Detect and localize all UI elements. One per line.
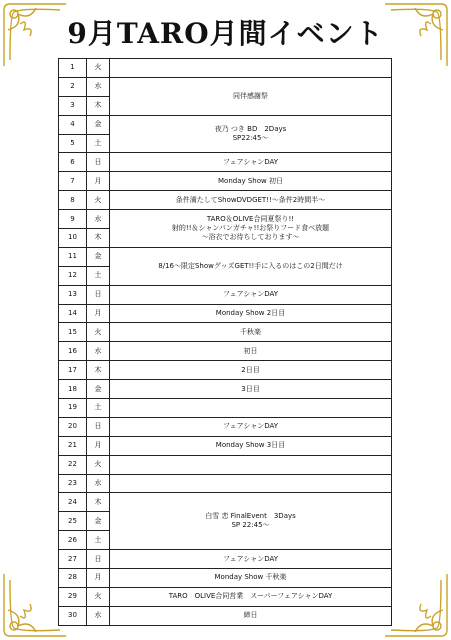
day-number: 26 [59, 531, 87, 550]
calendar-row [59, 59, 392, 78]
weekday: 木 [87, 361, 110, 380]
event-cell: フェアシャンDAY [110, 417, 392, 436]
calendar-row [59, 153, 392, 172]
day-number: 11 [59, 247, 87, 266]
day-number: 29 [59, 587, 87, 606]
calendar-row [59, 399, 392, 418]
weekday: 日 [87, 285, 110, 304]
calendar-row [59, 380, 392, 399]
event-cell: 3日目 [110, 380, 392, 399]
weekday: 月 [87, 304, 110, 323]
calendar-row [59, 569, 392, 588]
calendar-row [59, 493, 392, 512]
calendar-row [59, 323, 392, 342]
day-number: 21 [59, 436, 87, 455]
weekday: 木 [87, 96, 110, 115]
day-number: 23 [59, 474, 87, 493]
weekday: 木 [87, 493, 110, 512]
weekday: 月 [87, 569, 110, 588]
day-number: 5 [59, 134, 87, 153]
weekday: 日 [87, 153, 110, 172]
weekday: 金 [87, 115, 110, 134]
weekday: 月 [87, 436, 110, 455]
weekday: 火 [87, 59, 110, 78]
calendar-row [59, 247, 392, 266]
weekday: 火 [87, 323, 110, 342]
weekday: 木 [87, 229, 110, 248]
weekday: 土 [87, 399, 110, 418]
event-cell: 白雪 恋 FinalEvent 3Days SP 22:45〜 [110, 493, 392, 550]
event-cell: フェアシャンDAY [110, 285, 392, 304]
calendar-row [59, 115, 392, 134]
weekday: 水 [87, 474, 110, 493]
event-cell: 8/16〜限定ShowグッズGET!!手に入るのはこの2日間だけ [110, 247, 392, 285]
weekday: 火 [87, 455, 110, 474]
event-cell: 締日 [110, 606, 392, 625]
day-number: 18 [59, 380, 87, 399]
weekday: 金 [87, 380, 110, 399]
weekday: 水 [87, 77, 110, 96]
event-cell: 2日目 [110, 361, 392, 380]
day-number: 1 [59, 59, 87, 78]
calendar-row [59, 587, 392, 606]
calendar-row [59, 172, 392, 191]
day-number: 10 [59, 229, 87, 248]
day-number: 12 [59, 266, 87, 285]
day-number: 8 [59, 191, 87, 210]
weekday: 土 [87, 134, 110, 153]
calendar-row [59, 304, 392, 323]
page-title: 9月TARO月間イベント [67, 17, 384, 50]
event-cell [110, 59, 392, 78]
calendar-row [59, 342, 392, 361]
calendar-row [59, 191, 392, 210]
weekday: 水 [87, 210, 110, 229]
calendar-row [59, 417, 392, 436]
day-number: 3 [59, 96, 87, 115]
weekday: 土 [87, 266, 110, 285]
day-number: 20 [59, 417, 87, 436]
weekday: 月 [87, 172, 110, 191]
day-number: 30 [59, 606, 87, 625]
event-cell: 夜乃 つき BD 2Days SP22:45〜 [110, 115, 392, 153]
day-number: 4 [59, 115, 87, 134]
weekday: 土 [87, 531, 110, 550]
weekday: 水 [87, 606, 110, 625]
calendar-row [59, 361, 392, 380]
event-cell [110, 399, 392, 418]
event-cell: Monday Show 初日 [110, 172, 392, 191]
day-number: 28 [59, 569, 87, 588]
day-number: 25 [59, 512, 87, 531]
calendar-row [59, 550, 392, 569]
day-number: 27 [59, 550, 87, 569]
day-number: 6 [59, 153, 87, 172]
calendar-row [59, 606, 392, 625]
weekday: 火 [87, 191, 110, 210]
event-cell: Monday Show 千秋楽 [110, 569, 392, 588]
calendar-row [59, 436, 392, 455]
weekday: 日 [87, 417, 110, 436]
day-number: 2 [59, 77, 87, 96]
day-number: 9 [59, 210, 87, 229]
event-cell: フェアシャンDAY [110, 153, 392, 172]
weekday: 金 [87, 247, 110, 266]
day-number: 22 [59, 455, 87, 474]
event-cell: TARO＆OLIVE合同夏祭り!! 射的!!＆シャンパンガチャ!!お祭りフード食べ放題 〜浴衣でお待ちしております〜 [110, 210, 392, 248]
day-number: 14 [59, 304, 87, 323]
event-cell: フェアシャンDAY [110, 550, 392, 569]
day-number: 13 [59, 285, 87, 304]
event-cell: TARO OLIVE合同営業 スーパーフェアシャンDAY [110, 587, 392, 606]
calendar-row [59, 474, 392, 493]
event-cell [110, 455, 392, 474]
weekday: 火 [87, 587, 110, 606]
weekday: 金 [87, 512, 110, 531]
calendar-row [59, 77, 392, 96]
day-number: 7 [59, 172, 87, 191]
event-cell: Monday Show 2日目 [110, 304, 392, 323]
event-cell: 条件満たしてShowDVDGET!!〜条件2時間半〜 [110, 191, 392, 210]
calendar-row [59, 285, 392, 304]
calendar-body [59, 59, 392, 626]
event-cell: 千秋楽 [110, 323, 392, 342]
day-number: 16 [59, 342, 87, 361]
calendar-row [59, 210, 392, 229]
calendar-row [59, 455, 392, 474]
weekday: 水 [87, 342, 110, 361]
event-calendar-table [58, 58, 392, 626]
day-number: 17 [59, 361, 87, 380]
day-number: 15 [59, 323, 87, 342]
event-cell: Monday Show 3日目 [110, 436, 392, 455]
day-number: 24 [59, 493, 87, 512]
event-cell: 初日 [110, 342, 392, 361]
event-cell: 同伴感謝祭 [110, 77, 392, 115]
weekday: 日 [87, 550, 110, 569]
day-number: 19 [59, 399, 87, 418]
event-cell [110, 474, 392, 493]
